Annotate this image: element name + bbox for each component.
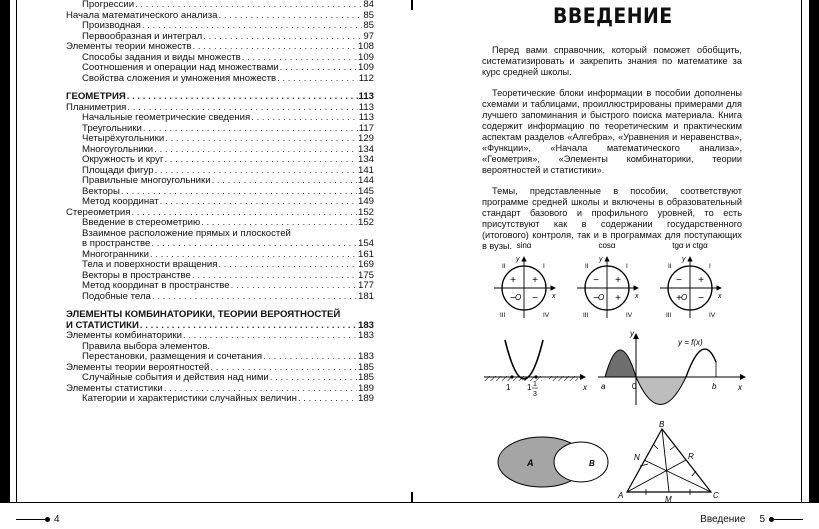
trig-origin-label: O (598, 293, 605, 302)
integral-negative-area (636, 377, 686, 405)
toc-entry-title: Планиметрия (66, 101, 127, 113)
toc-entry-title: Начальные геометрические сведения (82, 112, 251, 123)
trig-quadrant-label: II (502, 263, 506, 270)
toc-entry-page: 134 (357, 154, 374, 165)
toc-entry-title: Элементы теории вероятностей (66, 361, 210, 373)
toc-entry-title: Векторы в пространстве (82, 269, 191, 281)
toc-entry-page: 113 (358, 101, 374, 113)
trig-quadrant-label: III (666, 312, 672, 319)
page-heading: ВВЕДЕНИЕ (553, 4, 673, 28)
trig-y-label: y (599, 256, 603, 263)
toc-entry-page: 183 (357, 351, 374, 362)
toc-entry-page: 129 (357, 133, 374, 144)
toc-entry-title: Элементы комбинаторики (66, 330, 182, 341)
toc-entry-page: 149 (357, 196, 374, 207)
intro-paragraph-3: Темы, представленные в пособии, соответствуют программе средней школы и включены в образовательный стандарт базового и профильного уровней, то есть присутствуют как в содержании государственного (итогового) контроля, так и в программах для поступающих в вузы. (482, 186, 742, 251)
right-page-number: 5 (759, 514, 765, 525)
parabola-root-2-whole: 1 (527, 383, 532, 392)
integral-curve-tail (686, 349, 716, 377)
toc-entry-title: Метод координат (82, 196, 159, 207)
parabola-root-2 (534, 375, 537, 378)
toc-entry-page: 145 (357, 185, 374, 197)
toc-entry-title: Прогрессии (82, 0, 135, 10)
toc-entry-page: 97 (363, 30, 374, 42)
trig-sign: − (510, 293, 516, 304)
toc-entry-title: Четырёхугольники (82, 133, 165, 144)
toc-entry-page: 169 (357, 259, 374, 270)
toc-entry-title: Перестановки, размещения и сочетания (82, 351, 263, 362)
trig-sign: − (676, 275, 682, 286)
integral-zero-label: 0 (632, 382, 637, 391)
toc-entry-title: Векторы (82, 185, 120, 197)
trig-quadrant-label: I (626, 263, 628, 270)
triangle-vertex-b: B (659, 420, 665, 429)
toc-entry-title: Подобные тела (82, 290, 151, 302)
toc-entry-page: 108 (357, 41, 374, 52)
toc-entry-title: Правильные многоугольники (82, 175, 211, 186)
parabola-curve (505, 340, 543, 379)
trig-sign: − (593, 293, 599, 304)
trig-circle-label: tgα и ctgα (672, 241, 708, 250)
toc-entry-page: 152 (357, 217, 374, 228)
trig-circle-label: cosα (598, 241, 616, 250)
trig-sign-circles (494, 241, 722, 319)
trig-quadrant-label: III (500, 312, 506, 319)
toc-entry-page: 189 (357, 393, 374, 404)
trig-sign: − (698, 293, 704, 304)
trig-x-label: x (552, 293, 556, 300)
toc-entry-title: Элементы теории множеств (66, 41, 192, 52)
toc-entry-title: Треугольники (82, 122, 142, 134)
toc-entry-page: 177 (357, 280, 374, 291)
parabola-root-1-label: 1 (506, 383, 511, 392)
footer-section-name: Введение (700, 514, 746, 525)
trig-x-label: x (635, 293, 639, 300)
left-page-number: 4 (54, 514, 60, 525)
toc-entry-page: 113 (358, 91, 374, 102)
trig-sign: + (510, 275, 516, 286)
toc-entry-page: 185 (357, 361, 374, 373)
trig-sign: + (698, 275, 704, 286)
toc-entry-page: 141 (357, 164, 374, 176)
toc-entry-title: Способы задания и виды множеств (82, 51, 241, 63)
intro-paragraph-1: Перед вами справочник, который поможет обобщить, систематизировать и закрепить знания по математике за курс средней школы. (482, 45, 742, 77)
integral-x-label: x (738, 383, 742, 392)
toc-entry-title: Площади фигур (82, 164, 154, 176)
trig-quadrant-label: IV (543, 312, 550, 319)
trig-origin-label: O (681, 293, 688, 302)
triangle-medians-figure (617, 420, 719, 504)
toc-entry-title: Стереометрия (66, 206, 131, 218)
toc-entry-title: ЭЛЕМЕНТЫ КОМБИНАТОРИКИ, ТЕОРИИ ВЕРОЯТНОСТЕЙ (66, 309, 341, 320)
toc-entry-title: Метод координат в пространстве (82, 280, 230, 291)
parabola-root-2-den: 3 (533, 391, 537, 398)
trig-quadrant-label: I (543, 263, 545, 270)
toc-entry-page: 144 (357, 175, 374, 186)
venn-label-a: A (527, 458, 534, 468)
toc-entry-page: 161 (357, 248, 374, 260)
intro-paragraph-2: Теоретические блоки информации в пособии дополнены схемами и таблицами, проиллюстрированы примерами для лучшего запоминания и быстрого поиска материала. Книга содержит информацию по теоретическим и практическим аспектам разделов «Алгебра», «Уравнения и неравенства», «Функции», «Начала математического анализа», «Геометрия», «Элементы комбинаторики, теории вероятностей и статистики». (482, 88, 742, 175)
venn-label-b: B (589, 459, 595, 468)
integral-a-label: a (601, 382, 606, 391)
toc-entry-title: Тела и поверхности вращения (82, 259, 218, 270)
triangle-point-n: N (634, 453, 640, 462)
trig-sign: − (532, 293, 538, 304)
trig-quadrant-label: IV (709, 312, 716, 319)
triangle-vertex-c: C (713, 491, 719, 500)
toc-entry-page: 109 (357, 62, 374, 73)
toc-entry-title: Многоугольники (82, 143, 154, 155)
trig-y-label: y (516, 256, 520, 263)
trig-quadrant-label: II (668, 263, 672, 270)
toc-entry-page: 175 (357, 269, 374, 281)
toc-entry-page: 117 (358, 122, 374, 134)
toc-entry-title: Правила выбора элементов. (82, 340, 211, 352)
toc-entry-page: 109 (357, 51, 374, 63)
integral-b-label: b (712, 382, 717, 391)
toc-entry-page: 181 (357, 290, 374, 302)
venn-diagram (498, 437, 608, 487)
toc-entry-title: Начала математического анализа (66, 9, 218, 21)
toc-entry-title: Категории и характеристики случайных величин (82, 393, 297, 404)
parabola-root-2-num: 1 (533, 381, 537, 388)
integral-positive-area (605, 350, 636, 377)
trig-quadrant-label: I (709, 263, 711, 270)
trig-sign: + (532, 275, 538, 286)
parabola-x-label: x (583, 383, 587, 392)
trig-sign: − (593, 275, 599, 286)
parabola-figure (484, 340, 588, 398)
triangle-point-m: M (665, 495, 672, 504)
toc-entry-title: в пространстве (82, 238, 151, 249)
trig-quadrant-label: IV (626, 312, 633, 319)
toc-entry-title: И СТАТИСТИКИ (66, 319, 139, 331)
toc-entry-page: 189 (357, 382, 374, 394)
toc-entry-page: 134 (357, 143, 374, 155)
toc-entry-title: Первообразная и интеграл (82, 30, 203, 42)
toc-entry-page: 113 (358, 112, 374, 123)
integral-function-label: y = f(x) (678, 338, 703, 347)
toc-entry-page: 183 (357, 319, 374, 331)
trig-origin-label: O (515, 293, 522, 302)
trig-quadrant-label: III (583, 312, 589, 319)
toc-entry-page: 85 (363, 20, 374, 31)
toc-entry-page: 154 (357, 238, 374, 249)
trig-x-label: x (718, 293, 722, 300)
toc-entry-title: Окружность и круг (82, 154, 164, 165)
toc-entry-page: 84 (363, 0, 374, 10)
toc-entry-title: Соотношения и операции над множествами (82, 62, 279, 73)
integral-y-label: y (630, 329, 634, 338)
toc-entry-title: Взаимное расположение прямых и плоскостей (82, 227, 291, 239)
toc-entry-page: 185 (357, 372, 374, 383)
toc-entry-title: ГЕОМЕТРИЯ (66, 91, 126, 102)
triangle-vertex-a: A (618, 491, 624, 500)
toc-entry-title: Производная (82, 20, 141, 31)
toc-entry-page: 85 (363, 9, 374, 21)
toc-entry-page: 152 (357, 206, 374, 218)
trig-y-label: y (682, 256, 686, 263)
toc-entry-title: Свойства сложения и умножения множеств (82, 72, 277, 84)
trig-circle-label: sinα (516, 241, 532, 250)
trig-sign: + (615, 275, 621, 286)
toc-entry-page: 183 (357, 330, 374, 341)
toc-entry-page: 112 (358, 72, 374, 84)
parabola-root-1 (510, 375, 513, 378)
integral-figure (598, 329, 745, 405)
toc-entry-title: Многогранники (82, 248, 149, 260)
triangle-median-b (662, 429, 669, 492)
trig-quadrant-label: II (585, 263, 589, 270)
toc-entry-title: Элементы статистики (66, 382, 163, 394)
toc-entry-title: Случайные события и действия над ними (82, 372, 269, 383)
trig-sign: + (676, 293, 682, 304)
triangle-point-r: R (688, 452, 694, 461)
toc-entry-title: Введение в стереометрию (82, 217, 201, 228)
trig-sign: + (615, 293, 621, 304)
